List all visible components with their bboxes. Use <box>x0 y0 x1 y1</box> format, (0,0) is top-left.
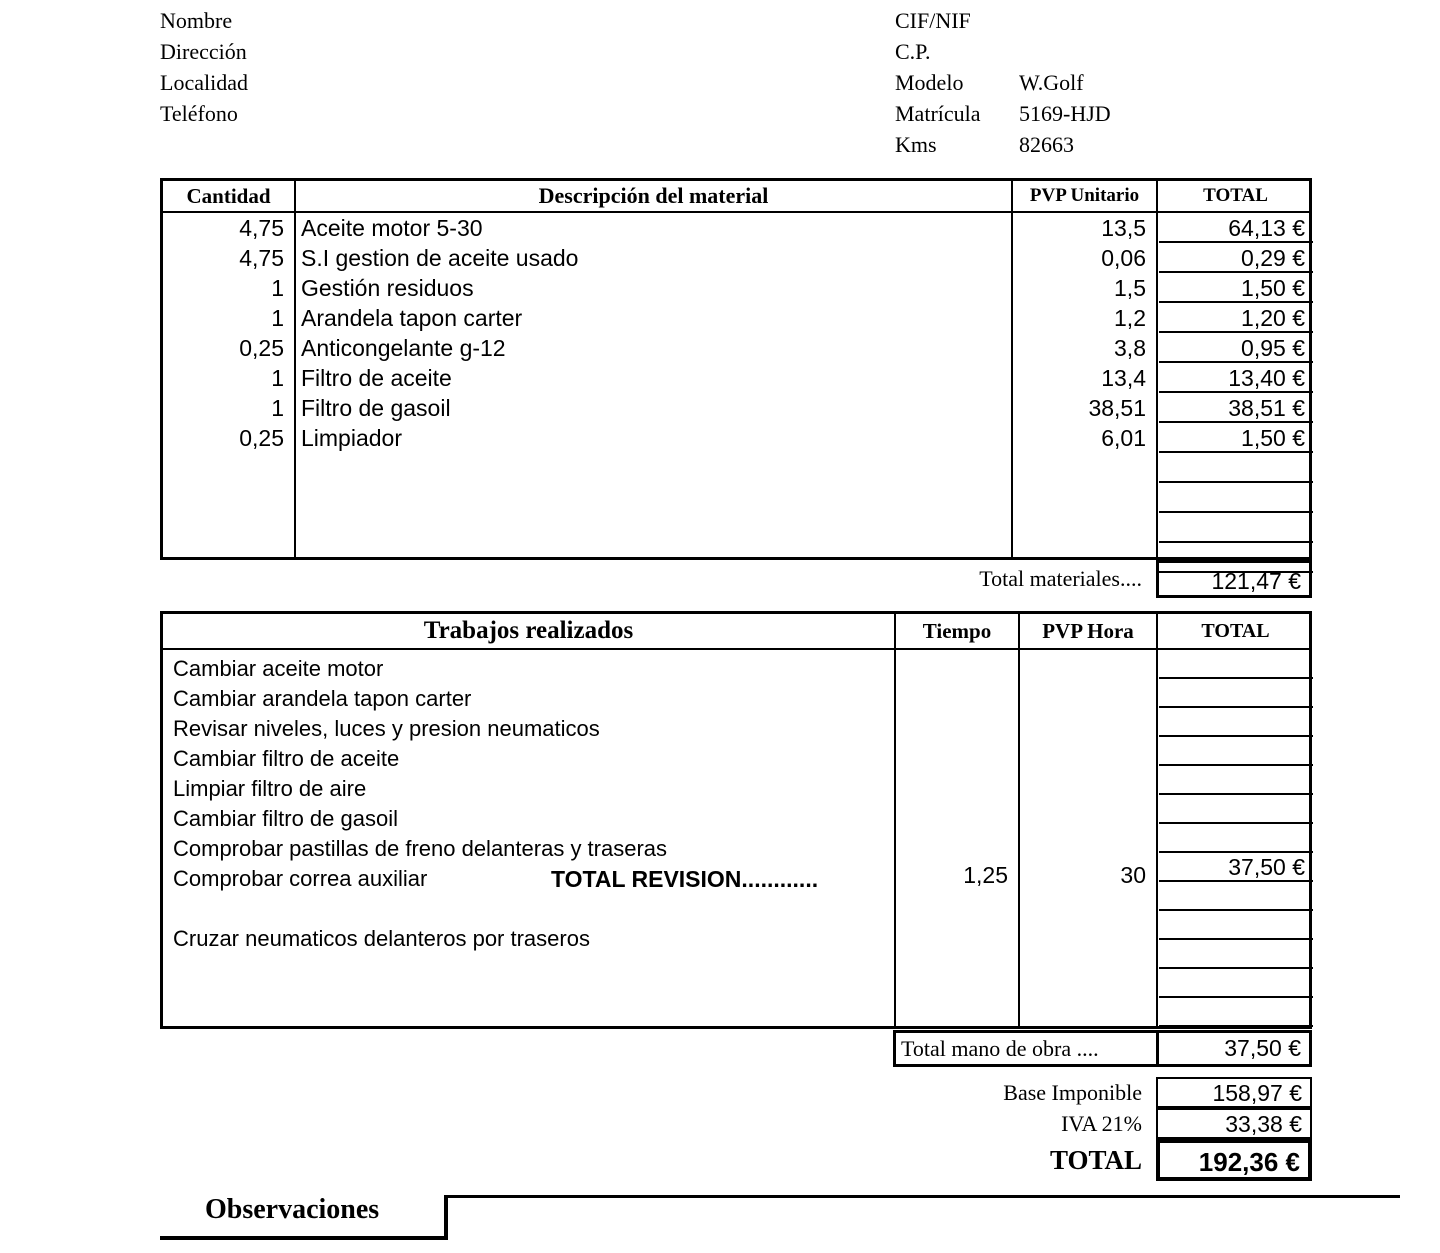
list-item[interactable]: Comprobar pastillas de freno delanteras y traseras <box>173 836 668 861</box>
document-header <box>160 8 1320 168</box>
labour-hourly-cell[interactable] <box>1020 650 1151 990</box>
customer-field-telefono <box>160 101 248 132</box>
materials-cell-description: S.I gestion de aceite usado <box>301 245 579 271</box>
customer-field-localidad-label: Localidad <box>160 70 248 95</box>
materials-table <box>160 178 1312 560</box>
vehicle-field-modelo <box>895 70 1111 101</box>
table-row[interactable] <box>163 303 1309 333</box>
labour-total-row <box>893 1030 1312 1067</box>
labour-total-label: Total mano de obra .... <box>901 1036 1099 1061</box>
materials-cell-description: Aceite motor 5-30 <box>301 215 483 241</box>
summary-label-base: Base Imponible <box>1003 1080 1142 1105</box>
summary-value-total: 192,36 € <box>1156 1139 1312 1181</box>
summary-row-iva <box>940 1108 1315 1139</box>
labour-total-cell <box>1159 708 1313 737</box>
labour-table <box>160 611 1312 1029</box>
list-item[interactable]: Revisar niveles, luces y presion neumaticos <box>173 716 600 741</box>
list-item[interactable]: Cruzar neumaticos delanteros por traseros <box>173 926 590 951</box>
customer-field-localidad <box>160 70 248 101</box>
summary-row-total <box>940 1139 1315 1181</box>
materials-cell-total: 13,40 € <box>1159 363 1313 393</box>
customer-field-direccion-label: Dirección <box>160 39 247 64</box>
materials-cell-quantity: 0,25 <box>239 335 284 361</box>
table-row[interactable] <box>163 213 1309 243</box>
table-row[interactable] <box>163 393 1309 423</box>
labour-total-cell <box>1159 737 1313 766</box>
labour-total-cell <box>1159 911 1313 940</box>
materials-cell-total: 0,95 € <box>1159 333 1313 363</box>
vehicle-field-cif-label: CIF/NIF <box>895 8 971 33</box>
list-item-label: Comprobar correa auxiliar <box>173 866 428 891</box>
customer-field-nombre-label: Nombre <box>160 8 233 33</box>
materials-cell-description: Arandela tapon carter <box>301 305 523 331</box>
summary-block <box>940 1077 1315 1181</box>
materials-cell-quantity <box>163 513 289 543</box>
observaciones-label: Observaciones <box>205 1194 380 1225</box>
materials-cell-quantity <box>163 483 289 513</box>
materials-cell-total <box>1159 513 1313 543</box>
materials-cell-unit-price <box>1013 513 1151 543</box>
materials-total-value: 121,47 € <box>1156 560 1312 598</box>
labour-time-value: 1,25 <box>963 862 1008 888</box>
table-row[interactable] <box>163 273 1309 303</box>
table-row[interactable] <box>163 243 1309 273</box>
materials-cell-unit-price <box>1013 483 1151 513</box>
observaciones-step-horizontal-rule <box>444 1195 1400 1198</box>
labour-hourly-value: 30 <box>1120 862 1146 888</box>
customer-field-direccion <box>160 39 248 70</box>
materials-cell-quantity: 1 <box>271 395 284 421</box>
labour-column-header-hourly: PVP Hora <box>1042 619 1134 643</box>
materials-rows <box>163 213 1309 573</box>
customer-field-telefono-label: Teléfono <box>160 101 238 126</box>
observaciones-step-vertical-rule <box>444 1196 448 1240</box>
materials-cell-quantity: 1 <box>271 275 284 301</box>
materials-cell-quantity: 1 <box>271 305 284 331</box>
vehicle-field-kms <box>895 132 1111 163</box>
materials-column-header-description: Descripción del material <box>538 183 769 208</box>
summary-row-base <box>940 1077 1315 1108</box>
vehicle-field-kms-value[interactable]: 82663 <box>1019 132 1074 157</box>
materials-cell-unit-price: 1,2 <box>1114 305 1146 331</box>
materials-cell-total <box>1159 453 1313 483</box>
table-row[interactable] <box>163 483 1309 513</box>
total-revision-label: TOTAL REVISION............ <box>551 866 819 892</box>
labour-total-cell <box>1159 766 1313 795</box>
summary-label-iva: IVA 21% <box>1061 1111 1142 1136</box>
materials-cell-unit-price: 13,4 <box>1101 365 1146 391</box>
materials-cell-description: Limpiador <box>301 425 402 451</box>
materials-cell-total: 0,29 € <box>1159 243 1313 273</box>
summary-label-total: TOTAL <box>1049 1145 1142 1175</box>
observaciones-underline <box>160 1236 446 1240</box>
materials-cell-total: 1,50 € <box>1159 273 1313 303</box>
materials-cell-description <box>301 453 1007 483</box>
customer-info-block <box>160 8 248 132</box>
vehicle-field-modelo-label: Modelo <box>895 70 964 95</box>
list-item <box>173 894 888 924</box>
labour-total-value: 37,50 € <box>1156 1033 1309 1064</box>
materials-cell-description: Filtro de gasoil <box>301 395 451 421</box>
materials-cell-quantity <box>163 453 289 483</box>
materials-cell-unit-price: 6,01 <box>1101 425 1146 451</box>
list-item[interactable]: Limpiar filtro de aire <box>173 776 367 801</box>
labour-total-cell <box>1159 824 1313 853</box>
materials-cell-description <box>301 513 1007 543</box>
materials-cell-quantity <box>163 543 289 573</box>
vehicle-field-cp-label: C.P. <box>895 39 931 64</box>
vehicle-field-kms-label: Kms <box>895 132 937 157</box>
labour-works-list <box>173 654 888 954</box>
materials-total-row <box>880 560 1312 598</box>
list-item[interactable]: Cambiar arandela tapon carter <box>173 686 472 711</box>
observaciones-section <box>160 1186 1400 1253</box>
materials-cell-unit-price: 1,5 <box>1114 275 1146 301</box>
materials-cell-unit-price: 3,8 <box>1114 335 1146 361</box>
labour-total-cell <box>1159 940 1313 969</box>
labour-total-cell <box>1159 650 1313 679</box>
materials-cell-quantity: 4,75 <box>239 215 284 241</box>
list-item-with-total-revision[interactable] <box>173 864 888 894</box>
materials-cell-total: 1,50 € <box>1159 423 1313 453</box>
labour-divider-hourly <box>1156 614 1158 1026</box>
materials-cell-quantity: 4,75 <box>239 245 284 271</box>
labour-column-header-works: Trabajos realizados <box>423 617 634 644</box>
materials-cell-quantity: 1 <box>271 365 284 391</box>
list-item[interactable]: Cambiar aceite motor <box>173 656 384 681</box>
materials-column-header-quantity: Cantidad <box>186 184 271 208</box>
materials-cell-description: Gestión residuos <box>301 275 474 301</box>
table-row[interactable] <box>163 333 1309 363</box>
materials-cell-unit-price: 0,06 <box>1101 245 1146 271</box>
labour-column-header-total: TOTAL <box>1201 620 1270 642</box>
vehicle-field-modelo-value[interactable]: W.Golf <box>1019 70 1084 95</box>
labour-column-header-time: Tiempo <box>922 619 992 643</box>
vehicle-info-block <box>895 8 1111 163</box>
labour-total-column <box>1159 650 1313 1027</box>
materials-cell-description: Anticongelante g-12 <box>301 335 506 361</box>
materials-cell-total: 64,13 € <box>1159 213 1313 243</box>
materials-cell-quantity: 0,25 <box>239 425 284 451</box>
materials-cell-unit-price <box>1013 453 1151 483</box>
vehicle-field-matricula-label: Matrícula <box>895 101 981 126</box>
table-row[interactable] <box>163 363 1309 393</box>
vehicle-field-cif <box>895 8 1111 39</box>
materials-column-header-unit-price: PVP Unitario <box>1029 185 1140 206</box>
list-item[interactable]: Cambiar filtro de gasoil <box>173 806 398 831</box>
labour-total-cell <box>1159 795 1313 824</box>
materials-cell-total <box>1159 483 1313 513</box>
labour-time-cell[interactable] <box>896 650 1013 990</box>
vehicle-field-matricula-value[interactable]: 5169-HJD <box>1019 101 1111 126</box>
materials-cell-unit-price: 13,5 <box>1101 215 1146 241</box>
labour-total-cell-revision: 37,50 € <box>1159 853 1313 882</box>
vehicle-field-cp <box>895 39 1111 70</box>
table-row[interactable] <box>163 513 1309 543</box>
materials-cell-total: 1,20 € <box>1159 303 1313 333</box>
list-item[interactable]: Cambiar filtro de aceite <box>173 746 400 771</box>
labour-total-cell <box>1159 679 1313 708</box>
table-row[interactable] <box>163 423 1309 453</box>
materials-cell-unit-price: 38,51 <box>1088 395 1146 421</box>
materials-cell-total: 38,51 € <box>1159 393 1313 423</box>
summary-value-iva: 33,38 € <box>1156 1108 1312 1139</box>
customer-field-nombre <box>160 8 248 39</box>
labour-total-cell <box>1159 882 1313 911</box>
materials-total-label: Total materiales.... <box>979 566 1142 591</box>
summary-value-base: 158,97 € <box>1156 1077 1312 1108</box>
materials-column-header-total: TOTAL <box>1203 185 1268 206</box>
labour-total-cell <box>1159 969 1313 998</box>
vehicle-field-matricula <box>895 101 1111 132</box>
labour-total-cell <box>1159 998 1313 1027</box>
materials-cell-description: Filtro de aceite <box>301 365 452 391</box>
table-row[interactable] <box>163 453 1309 483</box>
materials-cell-description <box>301 483 1007 513</box>
